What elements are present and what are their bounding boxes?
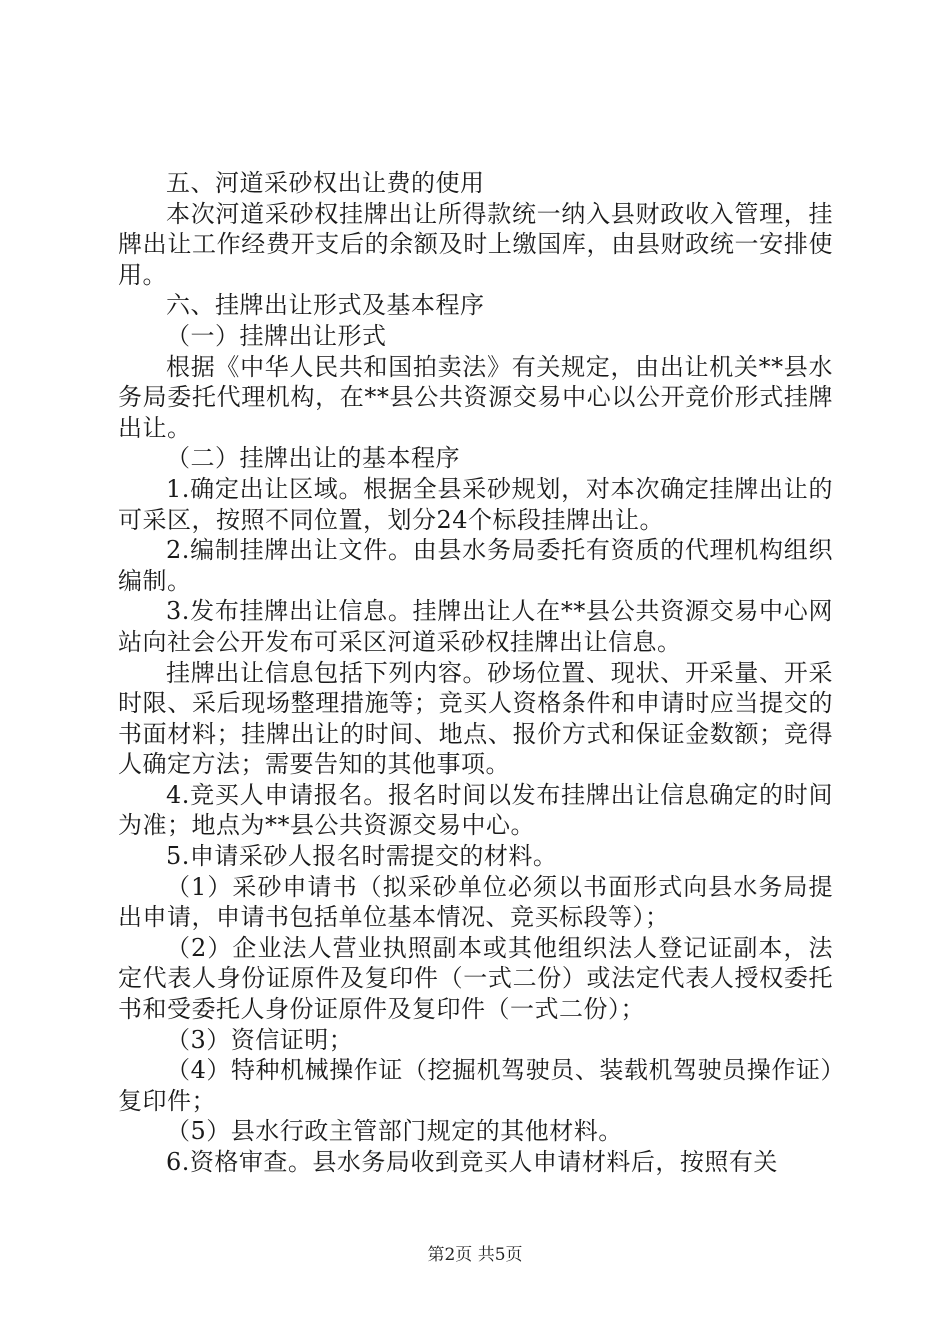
section-heading-6: 六、挂牌出让形式及基本程序: [166, 291, 485, 320]
subsection-heading-1: （一）挂牌出让形式: [166, 321, 387, 350]
subsection-heading-2: （二）挂牌出让的基本程序: [166, 444, 460, 473]
materials-item-3: （3）资信证明；: [166, 1025, 354, 1054]
body-paragraph: 根据《中华人民共和国拍卖法》有关规定，由出让机关**县水务局委托代理机构，在**县公共资源交易中心以公开竞价形式挂牌出让。: [118, 352, 833, 442]
procedure-step-2: 2.编制挂牌出让文件。由县水务局委托有资质的代理机构组织编制。: [118, 536, 833, 595]
document-body: [118, 168, 833, 1178]
procedure-step-4: 4.竞买人申请报名。报名时间以发布挂牌出让信息确定的时间为准；地点为**县公共资源交易中心。: [118, 780, 833, 840]
page-number: 第2页 共5页: [427, 1245, 523, 1265]
section-heading-5: 五、河道采砂权出让费的使用: [166, 169, 485, 197]
procedure-step-3: 3.发布挂牌出让信息。挂牌出让人在**县公共资源交易中心网站向社会公开发布可采区河道采砂权挂牌出让信息。: [118, 597, 833, 656]
materials-item-1: （1）采砂申请书（拟采砂单位必须以书面形式向县水务局提出申请，申请书包括单位基本情况、竞买标段等）；: [118, 872, 833, 932]
materials-item-2: （2）企业法人营业执照副本或其他组织法人登记证副本，法定代表人身份证原件及复印件（一式二份）或法定代表人授权委托书和受委托人身份证原件及复印件（一式二份）；: [118, 933, 833, 1024]
materials-item-5: （5）县水行政主管部门规定的其他材料。: [166, 1117, 623, 1146]
page-footer: [0, 1245, 950, 1265]
procedure-step-5: 5.申请采砂人报名时需提交的材料。: [166, 842, 558, 871]
body-paragraph: 挂牌出让信息包括下列内容。砂场位置、现状、开采量、开采时限、采后现场整理措施等；竞买人资格条件和申请时应当提交的书面材料；挂牌出让的时间、地点、报价方式和保证金数额；竞得人确定方法；需要告知的其他事项。: [118, 658, 833, 779]
materials-item-4: （4）特种机械操作证（挖掘机驾驶员、装载机驾驶员操作证）复印件；: [118, 1056, 833, 1115]
body-paragraph: 本次河道采砂权挂牌出让所得款统一纳入县财政收入管理，挂牌出让工作经费开支后的余额及时上缴国库，由县财政统一安排使用。: [118, 199, 833, 289]
procedure-step-1: 1.确定出让区域。根据全县采砂规划，对本次确定挂牌出让的可采区，按照不同位置，划分24个标段挂牌出让。: [118, 474, 833, 534]
procedure-step-6: 6.资格审查。县水务局收到竞买人申请材料后，按照有关: [166, 1148, 778, 1176]
